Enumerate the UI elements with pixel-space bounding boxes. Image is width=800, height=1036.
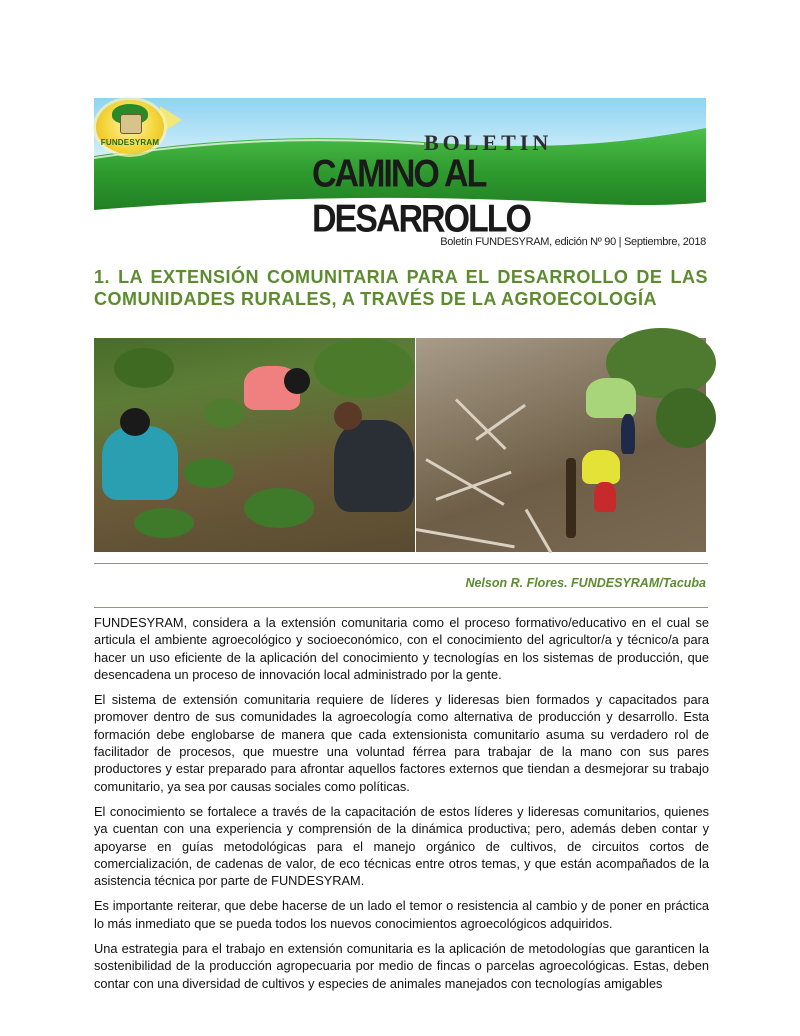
paragraph: FUNDESYRAM, considera a la extensión comunitaria como el proceso formativo/educativo en el cual se articula el ambiente agroecológico y socioeconómico, con el conocimiento del agricultor/a y técnico/a para hacer un uso eficiente de la aplicación del conocimiento y tecnologías en los sistemas de producción, que desencadena un proceso de innovación local administrado por la gente. bbox=[94, 615, 709, 682]
photo-farmers-harvesting bbox=[94, 338, 415, 552]
edition-line: Boletín FUNDESYRAM, edición Nº 90 | Septiembre, 2018 bbox=[440, 236, 706, 248]
divider-bottom bbox=[94, 607, 708, 608]
paragraph: El conocimiento se fortalece a través de la capacitación de estos líderes y lideresas comunitarios, quienes ya cuentan con una experiencia y comprensión de la dinámica productiva; pero, además deben contar y apoyarse en guías metodológicas para el manejo orgánico de cultivos, de circuitos cortos de comercialización, de cadenas de valor, de eco técnicas entre otros temas, y que están acompañados de la asistencia técnica por parte de FUNDESYRAM. bbox=[94, 803, 709, 889]
article-body bbox=[94, 614, 709, 1000]
paragraph: El sistema de extensión comunitaria requiere de líderes y lideresas bien formados y capacitados para promover dentro de sus comunidades la agroecología como alternativa de producción y desarrollo. Esta formación debe englobarse de manera que cada extensionista comunitario asuma su verdadero rol de facilitador de procesos, que muestre una voluntad férrea para trabajar de la mano con sus pares productores y estar preparado para afrontar aquellos factores externos que tiendan a desmejorar su trabajo comunitario, ya sea por causas sociales como políticas. bbox=[94, 692, 709, 794]
newsletter-banner bbox=[94, 98, 706, 241]
article-heading: 1. LA EXTENSIÓN COMUNITARIA PARA EL DESARROLLO DE LAS COMUNIDADES RURALES, A TRAVÉS DE LA AGROECOLOGÍA bbox=[94, 267, 708, 309]
logo-emblem-icon bbox=[120, 114, 142, 134]
paragraph: Una estrategia para el trabajo en extensión comunitaria es la aplicación de metodologías que garanticen la sostenibilidad de la producción agropecuaria por medio de fincas o parcelas agroecológicas. Estas, deben contar con una diversidad de cultivos y especies de animales manejados con tecnologías amigables bbox=[94, 941, 709, 991]
photo-farmers-terracing bbox=[416, 338, 706, 552]
paragraph: Es importante reiterar, que debe hacerse de un lado el temor o resistencia al cambio y de poner en práctica lo más inmediato que se pueda todos los nuevos conocimientos agroecológicos adquiridos. bbox=[94, 898, 709, 931]
banner-title-small: BOLETIN bbox=[424, 130, 553, 155]
author-credit: Nelson R. Flores. FUNDESYRAM/Tacuba bbox=[465, 576, 706, 590]
banner-title-large: CAMINO AL DESARROLLO bbox=[312, 152, 530, 241]
logo-text: FUNDESYRAM bbox=[100, 138, 160, 147]
divider-top bbox=[94, 563, 708, 564]
fundesyram-logo bbox=[96, 100, 164, 154]
